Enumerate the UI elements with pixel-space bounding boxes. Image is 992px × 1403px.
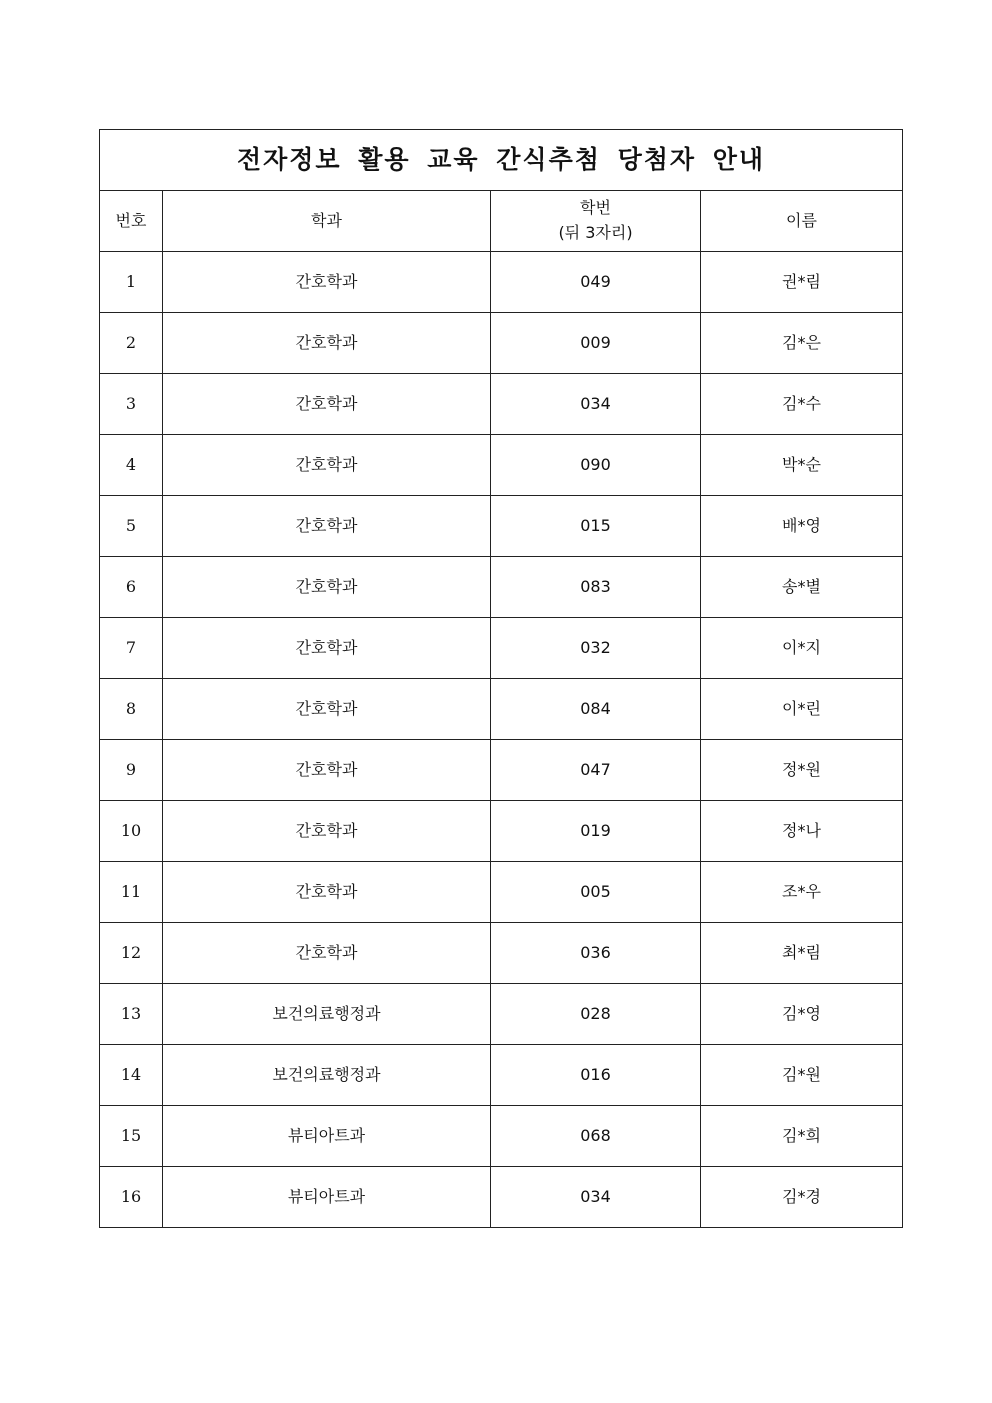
table-row (100, 374, 903, 435)
row-student-id: 049 (491, 252, 701, 313)
row-number: 1 (100, 252, 163, 313)
table-row (100, 984, 903, 1045)
table-row (100, 679, 903, 740)
row-department: 간호학과 (163, 923, 491, 984)
row-department: 간호학과 (163, 740, 491, 801)
row-name: 김*원 (701, 1045, 903, 1106)
row-name: 이*린 (701, 679, 903, 740)
row-name: 김*수 (701, 374, 903, 435)
row-student-id: 009 (491, 313, 701, 374)
row-student-id: 047 (491, 740, 701, 801)
row-name: 정*원 (701, 740, 903, 801)
table-row (100, 1106, 903, 1167)
document-title: 전자정보 활용 교육 간식추첨 당첨자 안내 (100, 130, 903, 191)
row-student-id: 036 (491, 923, 701, 984)
row-department: 간호학과 (163, 801, 491, 862)
table-row (100, 1167, 903, 1228)
table-row (100, 557, 903, 618)
row-number: 8 (100, 679, 163, 740)
header-row (100, 191, 903, 252)
table-row (100, 740, 903, 801)
title-row (100, 130, 903, 191)
row-student-id: 084 (491, 679, 701, 740)
row-student-id: 034 (491, 374, 701, 435)
row-name: 김*영 (701, 984, 903, 1045)
table-row (100, 435, 903, 496)
row-number: 5 (100, 496, 163, 557)
table-row (100, 862, 903, 923)
row-name: 이*지 (701, 618, 903, 679)
row-number: 10 (100, 801, 163, 862)
winners-table (99, 129, 903, 1228)
table-row (100, 618, 903, 679)
row-department: 간호학과 (163, 435, 491, 496)
row-student-id: 005 (491, 862, 701, 923)
row-number: 7 (100, 618, 163, 679)
row-student-id: 015 (491, 496, 701, 557)
table-row (100, 801, 903, 862)
row-department: 간호학과 (163, 374, 491, 435)
row-number: 2 (100, 313, 163, 374)
row-student-id: 016 (491, 1045, 701, 1106)
header-name: 이름 (701, 191, 903, 252)
header-number: 번호 (100, 191, 163, 252)
row-name: 김*은 (701, 313, 903, 374)
header-department: 학과 (163, 191, 491, 252)
row-number: 6 (100, 557, 163, 618)
row-number: 15 (100, 1106, 163, 1167)
row-number: 9 (100, 740, 163, 801)
row-student-id: 032 (491, 618, 701, 679)
row-department: 간호학과 (163, 496, 491, 557)
row-name: 김*경 (701, 1167, 903, 1228)
table-row (100, 923, 903, 984)
row-student-id: 083 (491, 557, 701, 618)
row-department: 간호학과 (163, 252, 491, 313)
table-row (100, 1045, 903, 1106)
header-student-id (491, 191, 701, 252)
row-name: 최*림 (701, 923, 903, 984)
header-student-id-line2: (뒤 3자리) (558, 223, 633, 242)
row-number: 3 (100, 374, 163, 435)
row-department: 간호학과 (163, 313, 491, 374)
row-name: 정*나 (701, 801, 903, 862)
table-row (100, 252, 903, 313)
header-student-id-line1: 학번 (580, 198, 611, 218)
row-name: 권*림 (701, 252, 903, 313)
row-student-id: 090 (491, 435, 701, 496)
row-number: 13 (100, 984, 163, 1045)
row-name: 조*우 (701, 862, 903, 923)
row-department: 뷰티아트과 (163, 1167, 491, 1228)
row-number: 12 (100, 923, 163, 984)
row-student-id: 068 (491, 1106, 701, 1167)
row-student-id: 028 (491, 984, 701, 1045)
row-name: 김*희 (701, 1106, 903, 1167)
row-department: 간호학과 (163, 618, 491, 679)
row-department: 간호학과 (163, 557, 491, 618)
row-name: 배*영 (701, 496, 903, 557)
row-department: 간호학과 (163, 679, 491, 740)
row-student-id: 019 (491, 801, 701, 862)
row-student-id: 034 (491, 1167, 701, 1228)
row-number: 14 (100, 1045, 163, 1106)
row-number: 11 (100, 862, 163, 923)
row-number: 16 (100, 1167, 163, 1228)
row-number: 4 (100, 435, 163, 496)
row-department: 보건의료행정과 (163, 984, 491, 1045)
row-name: 박*순 (701, 435, 903, 496)
row-department: 간호학과 (163, 862, 491, 923)
row-name: 송*별 (701, 557, 903, 618)
table-row (100, 496, 903, 557)
row-department: 보건의료행정과 (163, 1045, 491, 1106)
row-department: 뷰티아트과 (163, 1106, 491, 1167)
table-row (100, 313, 903, 374)
